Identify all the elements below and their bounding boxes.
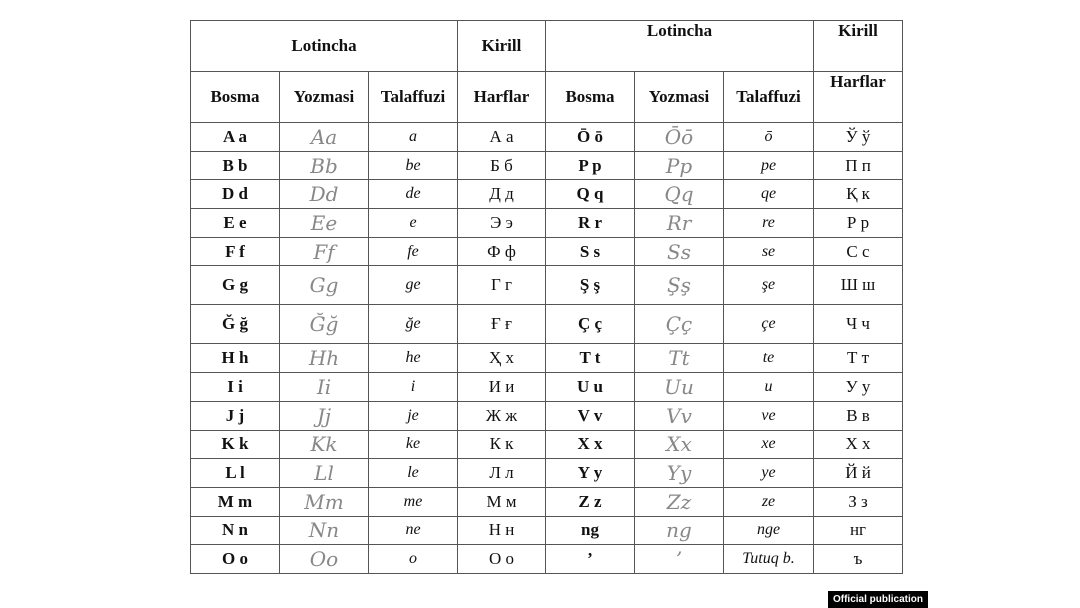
pronunciation-right-cell: ō — [724, 123, 814, 152]
cyrillic-left-cell: Г г — [458, 266, 546, 305]
header-latin-right: Lotincha — [546, 21, 814, 72]
cyrillic-left-cell: Ҳ х — [458, 344, 546, 373]
latin-print-left-cell: N n — [191, 516, 280, 545]
pronunciation-left-cell: ne — [369, 516, 458, 545]
latin-script-left-cell: Gg — [280, 266, 369, 305]
subheader-letters-right: Harflar — [814, 72, 903, 123]
pronunciation-left-cell: e — [369, 209, 458, 238]
pronunciation-left-cell: o — [369, 545, 458, 574]
pronunciation-left-cell: a — [369, 123, 458, 152]
table-row — [191, 180, 903, 209]
latin-print-right-cell: ’ — [546, 545, 635, 574]
cyrillic-left-cell: Л л — [458, 459, 546, 488]
table-row — [191, 209, 903, 238]
latin-script-right-cell: Pp — [635, 151, 724, 180]
pronunciation-right-cell: re — [724, 209, 814, 238]
table-row — [191, 430, 903, 459]
header-cyrillic-right: Kirill — [814, 21, 903, 72]
latin-print-right-cell: Ō ō — [546, 123, 635, 152]
cyrillic-right-cell: Р р — [814, 209, 903, 238]
subheader-pronunciation-left: Talaffuzi — [369, 72, 458, 123]
cyrillic-right-cell: ъ — [814, 545, 903, 574]
cyrillic-right-cell: З з — [814, 487, 903, 516]
cyrillic-left-cell: Ф ф — [458, 237, 546, 266]
latin-print-right-cell: P p — [546, 151, 635, 180]
official-publication-badge: Official publication — [828, 591, 928, 608]
pronunciation-right-cell: şe — [724, 266, 814, 305]
latin-script-left-cell: Bb — [280, 151, 369, 180]
latin-print-left-cell: K k — [191, 430, 280, 459]
latin-print-left-cell: O o — [191, 545, 280, 574]
latin-script-left-cell: Ii — [280, 373, 369, 402]
cyrillic-right-cell: П п — [814, 151, 903, 180]
pronunciation-left-cell: de — [369, 180, 458, 209]
latin-script-left-cell: Ee — [280, 209, 369, 238]
latin-script-right-cell: Şş — [635, 266, 724, 305]
latin-print-left-cell: J j — [191, 401, 280, 430]
cyrillic-right-cell: Й й — [814, 459, 903, 488]
latin-print-left-cell: B b — [191, 151, 280, 180]
pronunciation-right-cell: pe — [724, 151, 814, 180]
latin-print-right-cell: ng — [546, 516, 635, 545]
latin-script-left-cell: Ğğ — [280, 305, 369, 344]
latin-print-right-cell: Z z — [546, 487, 635, 516]
latin-print-left-cell: H h — [191, 344, 280, 373]
pronunciation-right-cell: nge — [724, 516, 814, 545]
subheader-script-right: Yozmasi — [635, 72, 724, 123]
pronunciation-left-cell: ke — [369, 430, 458, 459]
header-latin-left: Lotincha — [191, 21, 458, 72]
latin-script-left-cell: Aa — [280, 123, 369, 152]
pronunciation-right-cell: u — [724, 373, 814, 402]
latin-script-left-cell: Ll — [280, 459, 369, 488]
latin-print-left-cell: D d — [191, 180, 280, 209]
latin-script-right-cell: ng — [635, 516, 724, 545]
table-row — [191, 266, 903, 305]
latin-print-right-cell: Y y — [546, 459, 635, 488]
table-row — [191, 487, 903, 516]
cyrillic-left-cell: Э э — [458, 209, 546, 238]
table-row — [191, 459, 903, 488]
subheader-pronunciation-right: Talaffuzi — [724, 72, 814, 123]
latin-script-left-cell: Ff — [280, 237, 369, 266]
cyrillic-right-cell: нг — [814, 516, 903, 545]
subheader-script-left: Yozmasi — [280, 72, 369, 123]
pronunciation-left-cell: le — [369, 459, 458, 488]
latin-print-left-cell: I i — [191, 373, 280, 402]
latin-print-right-cell: V v — [546, 401, 635, 430]
table-row — [191, 344, 903, 373]
table-row — [191, 516, 903, 545]
latin-script-left-cell: Kk — [280, 430, 369, 459]
latin-print-right-cell: T t — [546, 344, 635, 373]
cyrillic-right-cell: Ч ч — [814, 305, 903, 344]
latin-print-left-cell: E e — [191, 209, 280, 238]
latin-print-left-cell: Ğ ğ — [191, 305, 280, 344]
cyrillic-left-cell: М м — [458, 487, 546, 516]
latin-print-right-cell: Ş ş — [546, 266, 635, 305]
table-row — [191, 123, 903, 152]
latin-script-right-cell: Çç — [635, 305, 724, 344]
cyrillic-right-cell: С с — [814, 237, 903, 266]
table-row — [191, 545, 903, 574]
table-row — [191, 373, 903, 402]
table-row — [191, 237, 903, 266]
latin-script-right-cell: ’ — [635, 545, 724, 574]
latin-script-left-cell: Oo — [280, 545, 369, 574]
cyrillic-right-cell: Х х — [814, 430, 903, 459]
pronunciation-right-cell: Tutuq b. — [724, 545, 814, 574]
pronunciation-right-cell: qe — [724, 180, 814, 209]
cyrillic-left-cell: О о — [458, 545, 546, 574]
subheader-print-right: Bosma — [546, 72, 635, 123]
cyrillic-left-cell: Ж ж — [458, 401, 546, 430]
latin-script-right-cell: Zz — [635, 487, 724, 516]
pronunciation-left-cell: fe — [369, 237, 458, 266]
cyrillic-left-cell: Б б — [458, 151, 546, 180]
cyrillic-left-cell: А а — [458, 123, 546, 152]
latin-print-left-cell: F f — [191, 237, 280, 266]
latin-script-right-cell: Uu — [635, 373, 724, 402]
latin-script-right-cell: Yy — [635, 459, 724, 488]
cyrillic-right-cell: У у — [814, 373, 903, 402]
cyrillic-left-cell: Н н — [458, 516, 546, 545]
cyrillic-left-cell: К к — [458, 430, 546, 459]
latin-script-left-cell: Nn — [280, 516, 369, 545]
latin-script-right-cell: Rr — [635, 209, 724, 238]
pronunciation-right-cell: se — [724, 237, 814, 266]
pronunciation-left-cell: i — [369, 373, 458, 402]
latin-script-right-cell: Ōō — [635, 123, 724, 152]
cyrillic-left-cell: Д д — [458, 180, 546, 209]
cyrillic-left-cell: И и — [458, 373, 546, 402]
subheader-letters-left: Harflar — [458, 72, 546, 123]
latin-script-right-cell: Xx — [635, 430, 724, 459]
latin-print-right-cell: Ç ç — [546, 305, 635, 344]
latin-script-left-cell: Hh — [280, 344, 369, 373]
pronunciation-right-cell: xe — [724, 430, 814, 459]
table-body — [191, 123, 903, 574]
cyrillic-left-cell: Ғ ғ — [458, 305, 546, 344]
latin-print-left-cell: M m — [191, 487, 280, 516]
pronunciation-left-cell: he — [369, 344, 458, 373]
pronunciation-right-cell: ze — [724, 487, 814, 516]
latin-script-left-cell: Jj — [280, 401, 369, 430]
table-row — [191, 151, 903, 180]
latin-script-right-cell: Vv — [635, 401, 724, 430]
cyrillic-right-cell: Ў ў — [814, 123, 903, 152]
latin-script-right-cell: Qq — [635, 180, 724, 209]
cyrillic-right-cell: Қ к — [814, 180, 903, 209]
table-row — [191, 305, 903, 344]
latin-print-right-cell: R r — [546, 209, 635, 238]
latin-print-left-cell: G g — [191, 266, 280, 305]
cyrillic-right-cell: Ш ш — [814, 266, 903, 305]
pronunciation-right-cell: çe — [724, 305, 814, 344]
pronunciation-right-cell: ye — [724, 459, 814, 488]
latin-print-right-cell: X x — [546, 430, 635, 459]
latin-print-left-cell: L l — [191, 459, 280, 488]
latin-print-right-cell: S s — [546, 237, 635, 266]
latin-script-right-cell: Tt — [635, 344, 724, 373]
pronunciation-left-cell: me — [369, 487, 458, 516]
header-cyrillic-left: Kirill — [458, 21, 546, 72]
subheader-print-left: Bosma — [191, 72, 280, 123]
latin-print-right-cell: Q q — [546, 180, 635, 209]
latin-print-right-cell: U u — [546, 373, 635, 402]
cyrillic-right-cell: В в — [814, 401, 903, 430]
pronunciation-right-cell: ve — [724, 401, 814, 430]
pronunciation-left-cell: ğe — [369, 305, 458, 344]
latin-script-right-cell: Ss — [635, 237, 724, 266]
latin-script-left-cell: Mm — [280, 487, 369, 516]
alphabet-table — [190, 20, 903, 574]
latin-script-left-cell: Dd — [280, 180, 369, 209]
pronunciation-right-cell: te — [724, 344, 814, 373]
pronunciation-left-cell: je — [369, 401, 458, 430]
pronunciation-left-cell: ge — [369, 266, 458, 305]
cyrillic-right-cell: Т т — [814, 344, 903, 373]
table-row — [191, 401, 903, 430]
latin-print-left-cell: A a — [191, 123, 280, 152]
pronunciation-left-cell: be — [369, 151, 458, 180]
